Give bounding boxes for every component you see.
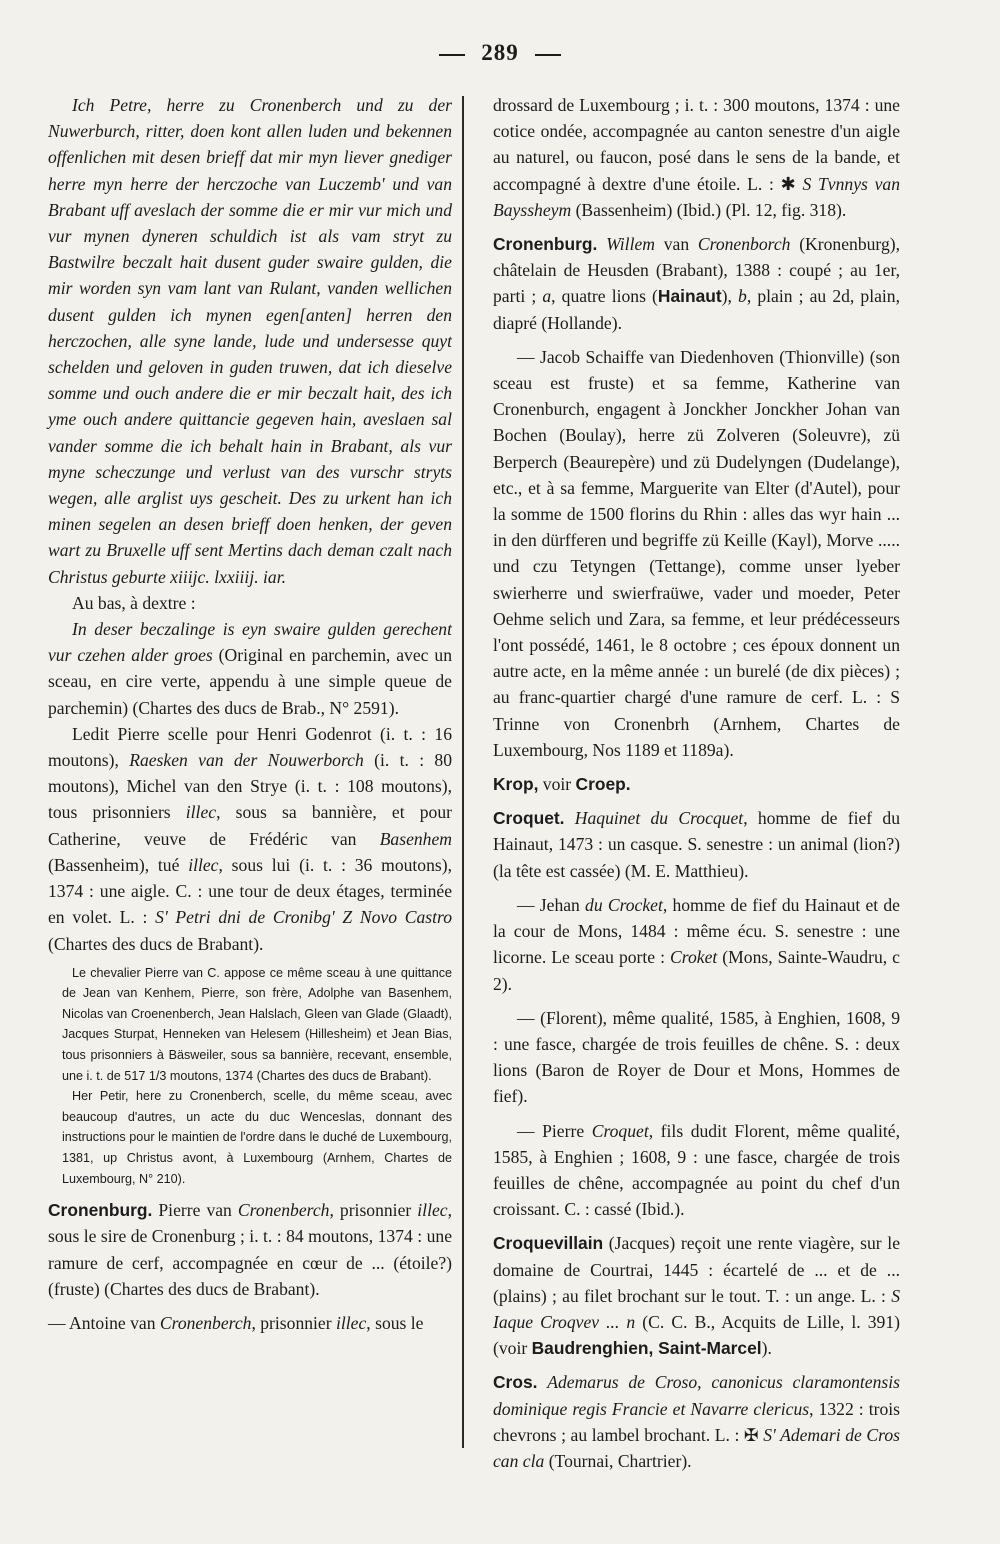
ledit-text-3: , sous sa bannière, et pour Catherine, veuve de Frédéric van bbox=[48, 802, 452, 849]
entry-text: , plain ; au 2d, plain, diapré (Hollande). bbox=[493, 286, 900, 333]
entry-name: Haquinet du Crocquet bbox=[574, 808, 744, 829]
entry-krop bbox=[493, 771, 900, 797]
entry-text: , prisonnier bbox=[251, 1313, 336, 1334]
star-icon: ✱ bbox=[780, 173, 796, 194]
entry-heading: Croquet. bbox=[493, 808, 565, 829]
entry-text: (Mons, Sainte-Waudru, c 2). bbox=[493, 947, 900, 994]
entry-croquet bbox=[493, 805, 900, 884]
entry-name: Ademarus de Croso, canonicus claramontensis dominique regis Francie et Navarre clericus bbox=[493, 1372, 900, 1419]
entry-ref-bold: Hainaut bbox=[657, 286, 722, 307]
entry-cros bbox=[493, 1369, 900, 1474]
entry-text: drossard de Luxembourg ; i. t. : 300 moutons, 1374 : une cotice ondée, accompagnée au canton senestre d'un aigle au naturel, ou faucon, posé dans le sens de la bande, et accompagné à dextre d'une étoile. L. : bbox=[493, 95, 900, 194]
seal-legend: S Iaque Croqvev ... n bbox=[493, 1285, 900, 1332]
entry-letter: a bbox=[542, 286, 552, 307]
footnote-block bbox=[62, 963, 452, 1190]
entry-jacob: — Jacob Schaiffe van Diedenhoven (Thionville) (son sceau est fruste) et sa femme, Katherine van Cronenburch, engagent à Jonckher Jonckher Johan van Bochen (Boulay), herre zü Zolveren (Soleuvre), zü Berperch (Beaurepère) und zü Dudelyngen (Dudelange), etc., et à sa femme, Marguerite van Elter (d'Autel), pour la somme de 1500 florins du Rhin : alles das wyr hain ... in den dürfferen und begriffe zü Keille (Kayl), Morve ..... und czu Tetyngen (Tettange), comme unser lyeber swierherre und swierfraüwe, vader und moeder, Peter Oehme selich und Zara, sa femme, et leur prédécesseurs l'ont possédé, 1461, le 8 octobre ; ces époux donnent un autre acte, en la même année : un burelé (de dix pièces) ; au franc-quartier chargé d'une ramure de cerf. L. : S Trinne von Cronenbrh (Arnhem, Chartes de Luxembourg, Nos 1189 et 1189a). bbox=[493, 346, 900, 760]
ledit-name: Raesken van der Nouwerborch bbox=[129, 750, 364, 771]
ledit-illec: illec bbox=[185, 802, 217, 823]
header-dash-left bbox=[439, 54, 465, 56]
entry-text: , homme de fief du Hainaut et de la cour de Mons, 1484 : même écu. S. senestre : une licorne. Le sceau porte : bbox=[493, 894, 900, 968]
entry-cronenburg-right bbox=[493, 231, 900, 336]
entry-heading: Croquevillain bbox=[493, 1233, 604, 1254]
au-bas-italic: In deser beczalinge is eyn swaire gulden gerechent vur czehen alder groes bbox=[48, 619, 452, 666]
entry-pierre bbox=[493, 1118, 900, 1223]
entry-text bbox=[597, 234, 606, 254]
entry-text: (Kronenburg), châtelain de Heusden (Brabant), 1388 : coupé ; au 1er, parti ; bbox=[493, 234, 901, 307]
column-divider bbox=[462, 96, 464, 1448]
ledit-illec-2: illec bbox=[188, 854, 219, 875]
ledit-paragraph bbox=[48, 721, 452, 957]
entry-text: , sous le sire de Cronenburg ; i. t. : 84 moutons, 1374 : une ramure de cerf, accompagnée en cœur de ... (étoile?) (fruste) (Chartes des ducs de Brabant). bbox=[48, 1200, 452, 1299]
ledit-text-4: (Bassenheim), tué bbox=[48, 854, 189, 875]
entry-cronenburg-left bbox=[48, 1197, 452, 1302]
cross-icon: ✠ bbox=[743, 1424, 759, 1445]
entry-illec: illec bbox=[417, 1200, 448, 1221]
page-header bbox=[0, 40, 1000, 66]
entry-text bbox=[565, 808, 575, 828]
page-number: 289 bbox=[481, 40, 519, 65]
entry-name: Croquet bbox=[591, 1120, 649, 1141]
entry-text: , sous le bbox=[366, 1313, 424, 1334]
entry-text: (Bassenheim) (Ibid.) (Pl. 12, fig. 318). bbox=[571, 199, 847, 220]
ledit-text-5: , sous lui (i. t. : 36 moutons), 1374 : une aigle. C. : une tour de deux étages, terminée en volet. L. : bbox=[48, 854, 452, 928]
entry-name: Cronenborch bbox=[697, 234, 791, 255]
au-bas-label: Au bas, à dextre : bbox=[72, 592, 196, 613]
entry-text: , fils dudit Florent, même qualité, 1585, à Enghien ; 1608, 9 : une fasce, chargée de trois feuilles de chêne, accompagnée au point du chef d'un croissant. C. : cassé (Ibid.). bbox=[493, 1120, 900, 1220]
entry-heading: Cronenburg. bbox=[493, 234, 598, 255]
entry-text: ). bbox=[761, 1338, 772, 1359]
continuation-paragraph bbox=[493, 92, 900, 223]
entry-text: — Pierre bbox=[517, 1120, 592, 1141]
entry-name: Cronenberch bbox=[159, 1313, 252, 1334]
entry-text: (Jacques) reçoit une rente viagère, sur le domaine de Courtrai, 1445 : écartelé de ... et de ... (plains) ; au filet brochant sur le tout. T. : un ange. L. : bbox=[493, 1233, 900, 1306]
entry-name: Cronenberch bbox=[237, 1200, 330, 1221]
entry-text: , prisonnier bbox=[329, 1200, 418, 1221]
entry-ref-bold: Baudrenghien, Saint-Marcel bbox=[531, 1338, 762, 1359]
entry-text: (Tournai, Chartrier). bbox=[544, 1450, 692, 1471]
entry-jehan bbox=[493, 892, 900, 997]
entry-text: , 1322 : trois chevrons ; au lambel brochant. L. : bbox=[493, 1398, 900, 1445]
entry-illec: illec bbox=[336, 1313, 367, 1334]
entry-heading: Cros. bbox=[493, 1372, 538, 1393]
header-dash-right bbox=[535, 54, 561, 56]
entry-text bbox=[537, 1372, 547, 1392]
charter-text: Ich Petre, herre zu Cronenberch und zu der Nuwerburch, ritter, doen kont allen luden und bekennen offenlichen mit desen brieff dat mir myn liever gnediger herre myn herre der herczoche van Luczemb' und van Brabant uff aveslach der somme die er mir vur mich und vur mynen dyneren schuldich ist als vam stryt zu Bastwilre beczalt hait dusent guder swaire gulden, die mir worden syn vam lant van Rulant, vanden wellichen dusent gulden ich mynen egen[anten] herren den herczochen, alle syne lande, lude und undersesse quyt schelden und geloven in guden truwen, dat ich dieselve somme und ouch andere die er mir beczalt hait, des ich yme ouch andere quittancie gegeven hain, aveslaen sal vander somme die ich behalt hain in Brabant, als vur myne scheczunge und verlust van des vurschr stryts wegen, alle arglist uys gescheit. Des zu urkent han ich minen segelen an desen brieff doen henken, der geven wart zu Bruxelle uff sent Mertins dach deman czalt nach Christus geburte xiiijc. lxxiiij. iar. bbox=[48, 95, 452, 587]
ledit-text-2: (i. t. : 80 moutons), Michel van den Strye (i. t. : 108 moutons), tous prisonniers bbox=[48, 750, 453, 823]
entry-heading: Krop, bbox=[493, 774, 539, 795]
ledit-seal-legend: S' Petri dni de Cronibg' Z Novo Castro bbox=[155, 907, 453, 928]
right-column bbox=[493, 92, 900, 1474]
entry-text: voir bbox=[538, 774, 576, 795]
seal-legend: Croket bbox=[670, 947, 718, 968]
footnote-2: Her Petir, here zu Cronenberch, scelle, du même sceau, avec beaucoup d'autres, un acte du duc Wenceslas, donnant des instructions pour le maintien de l'ordre dans le duché de Luxembourg, 1381, up Christus avont, à Luxembourg (Arnhem, Chartes de Luxembourg, N° 210). bbox=[62, 1089, 452, 1186]
entry-letter: b bbox=[738, 286, 747, 307]
seal-legend: S Tvnnys van Bayssheym bbox=[493, 173, 900, 220]
au-bas-paragraph bbox=[48, 616, 452, 721]
entry-text: — Antoine van bbox=[48, 1313, 160, 1334]
entry-text: (C. C. B., Acquits de Lille, l. 391) (voir bbox=[493, 1311, 900, 1359]
entry-name: Willem bbox=[606, 234, 655, 255]
ledit-basenhem: Basenhem bbox=[379, 828, 452, 849]
seal-legend: S' Ademari de Cros can cla bbox=[493, 1424, 900, 1471]
entry-text: — Jehan bbox=[517, 894, 586, 915]
left-column bbox=[48, 92, 452, 1336]
entry-croquevillain bbox=[493, 1230, 900, 1361]
footnote-1: Le chevalier Pierre van C. appose ce même sceau à une quittance de Jean van Kenhem, Pierre, son frère, Adolphe van Basenhem, Nicolas van Croenenberch, Jean Halslach, Gleen van Glade (Glaadt), Jacques Sturpat, Henneken van Helesem (Hillesheim) et Jean Bias, tous prisonniers à Bäsweiler, sous sa bannière, recevant, ensemble, une i. t. de 517 1/3 moutons, 1374 (Chartes des ducs de Brabant). bbox=[62, 965, 452, 1083]
entry-text: ), bbox=[721, 286, 739, 307]
entry-florent: — (Florent), même qualité, 1585, à Enghien, 1608, 9 : une fasce, chargée de trois feuilles de chêne. S. : deux lions (Baron de Royer de Dour et Mons, Hommes de fief). bbox=[493, 1007, 900, 1107]
entry-name: du Crocket bbox=[585, 894, 663, 915]
entry-text: , quatre lions ( bbox=[551, 286, 658, 307]
entry-text: , homme de fief du Hainaut, 1473 : un casque. S. senestre : un animal (lion?) (la tête est cassée) (M. E. Matthieu). bbox=[493, 808, 900, 881]
au-bas-rest: (Original en parchemin, avec un sceau, en cire verte, appendu à une simple queue de parchemin) (Chartes des ducs de Brab., N° 2591). bbox=[48, 645, 452, 718]
entry-text: Pierre van bbox=[152, 1200, 238, 1221]
entry-antoine bbox=[48, 1310, 452, 1336]
entry-heading: Cronenburg. bbox=[48, 1200, 153, 1221]
entry-text: van bbox=[654, 234, 698, 255]
ledit-text-1: Ledit Pierre scelle pour Henri Godenrot (i. t. : 16 moutons), bbox=[48, 723, 452, 771]
entry-ref-bold: Croep. bbox=[575, 774, 631, 795]
ledit-text-6: (Chartes des ducs de Brabant). bbox=[48, 933, 264, 954]
